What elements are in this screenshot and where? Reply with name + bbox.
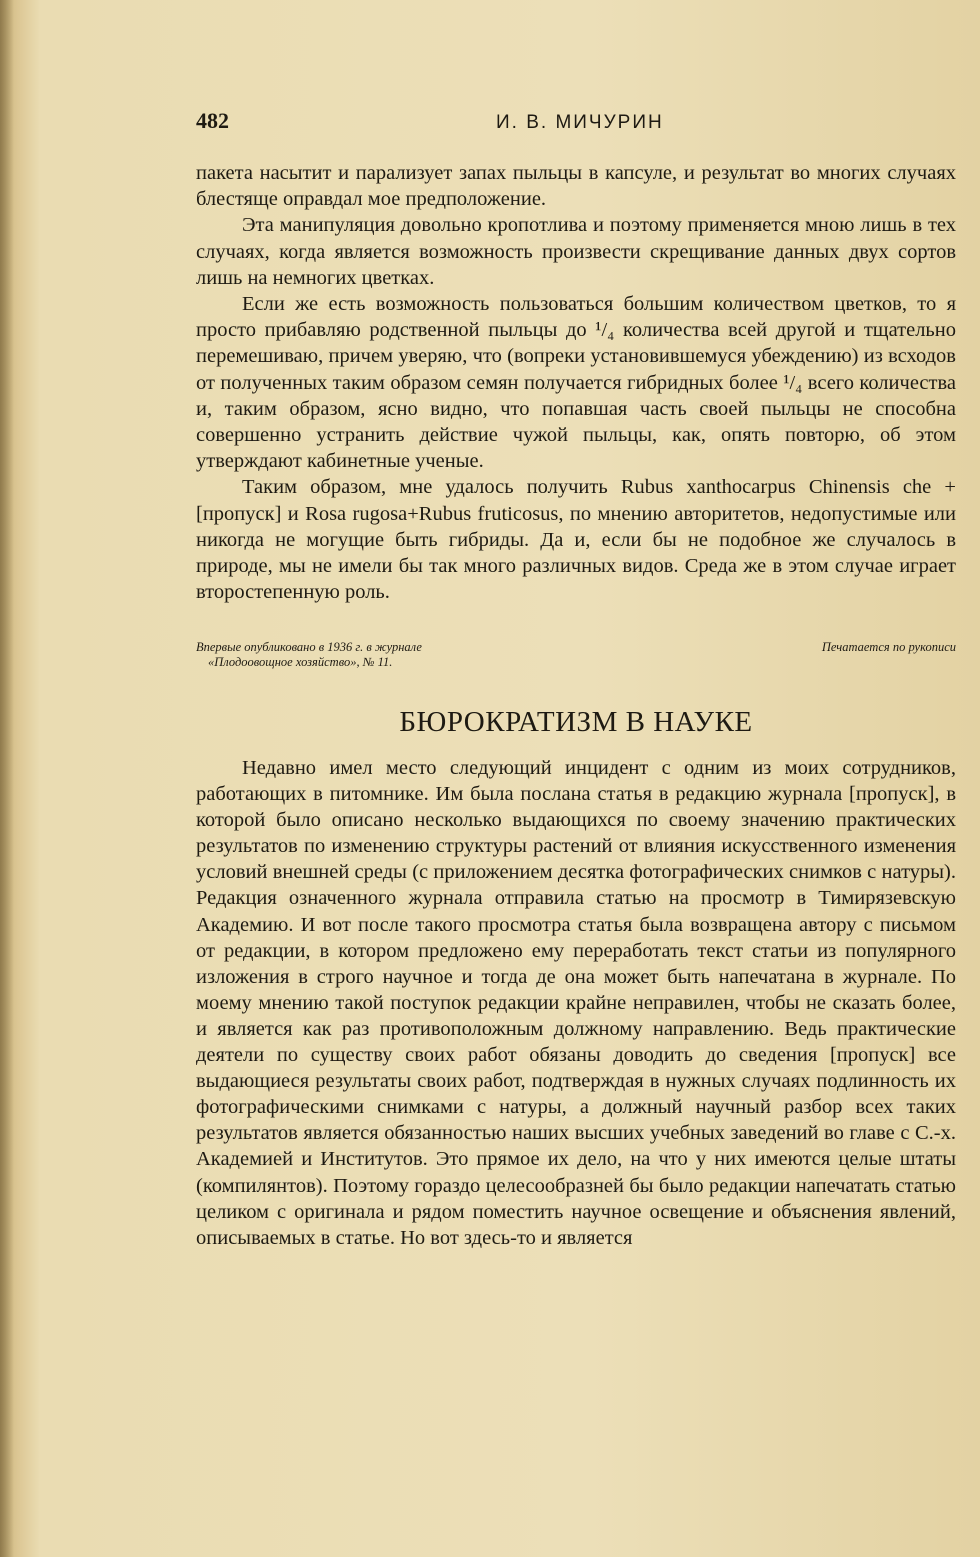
spine-shadow xyxy=(0,0,14,1557)
first-published-line: «Плодоовощное хозяйство», № 11. xyxy=(208,655,393,669)
paragraph: Если же есть возможность пользоваться большим количеством цветков, то я просто прибавляю родственной пыльцы до ¹/₄ количества всей другой и тщательно перемешиваю, причем уверяю, что (вопреки установившемуся убеждению) из всходов от полученных таким образом семян получается гибридных более ¹/₄ всего количества и, таким образом, ясно видно, что попавшая часть своей пыльцы не способна совершенно устранить действие чужой пыльцы, как, опять повторю, об этом утверждают кабинетные ученые. xyxy=(196,293,956,473)
article-title: БЮРОКРАТИЗМ В НАУКЕ xyxy=(399,706,753,738)
paragraph: Недавно имел место следующий инцидент с одним из моих сотрудников, работающих в питомнике. Им была послана статья в редакцию журнала [пропуск], в которой было описано несколько выдающихся по своему значению практических результатов по изменению структуры растений от влияния искусственного изменения условий внешней среды (с приложением десятка фотографических снимков с натуры). Редакция означенного журнала отправила статью на просмотр в Тимирязевскую Академию. И вот после такого просмотра статья была возвращена автору с письмом от редакции, в котором предложено ему переработать текст статьи из популярного изложения в строго научное и тогда де она может быть напечатана в журнале. По моему мнению такой поступок редакции крайне неправилен, чтобы не сказать более, и является как раз противоположным должному направлению. Ведь практические деятели по существу своих работ обязаны доводить до сведения [пропуск] все выдающиеся результаты своих работ, подтверждая в нужных случаях подлинность их фотографическими снимками с натуры, а должный научный разбор всех таких результатов является обязанностью наших высших учебных заведений во главе с С.-х. Академией и Институтов. Это прямое их дело, на что у них имеются целые штаты (компилянтов). Поэтому гораздо целесообразней бы было редакции напечатать статью целиком с оригинала и рядом поместить научное освещение и объяснения явлений, описываемых в статье. Но вот здесь-то и является xyxy=(196,757,956,1249)
page-header xyxy=(196,104,956,138)
article-body xyxy=(196,755,956,1251)
first-published-line: Впервые опубликовано в 1936 г. в журнале xyxy=(196,640,422,654)
paragraph: Таким образом, мне удалось получить Rubus xanthocarpus Chinensis che +[пропуск] и Rosa rugosa+Rubus fruticosus, по мнению авторитетов, недопустимые или никогда не могущие быть гибриды. Да и, если бы не подобное же случалось в природе, мы не имели бы так много различных видов. Среда же в этом случае играет второстепенную роль. xyxy=(196,476,956,604)
paragraph: Эта манипуляция довольно кропотлива и поэтому применяется мною лишь в тех случаях, когда является возможность произвести скрещивание данных двух сортов лишь на немногих цветках. xyxy=(196,214,956,289)
continued-text xyxy=(196,160,956,605)
first-published-note xyxy=(196,640,596,670)
printed-from-note: Печатается по рукописи xyxy=(821,640,956,654)
running-head: И. В. МИЧУРИН xyxy=(496,112,664,133)
page-number: 482 xyxy=(196,108,229,133)
paragraph: пакета насытит и парализует запах пыльцы в капсуле, и результат во многих случаях блестяще оправдал мое предположение. xyxy=(196,162,956,211)
